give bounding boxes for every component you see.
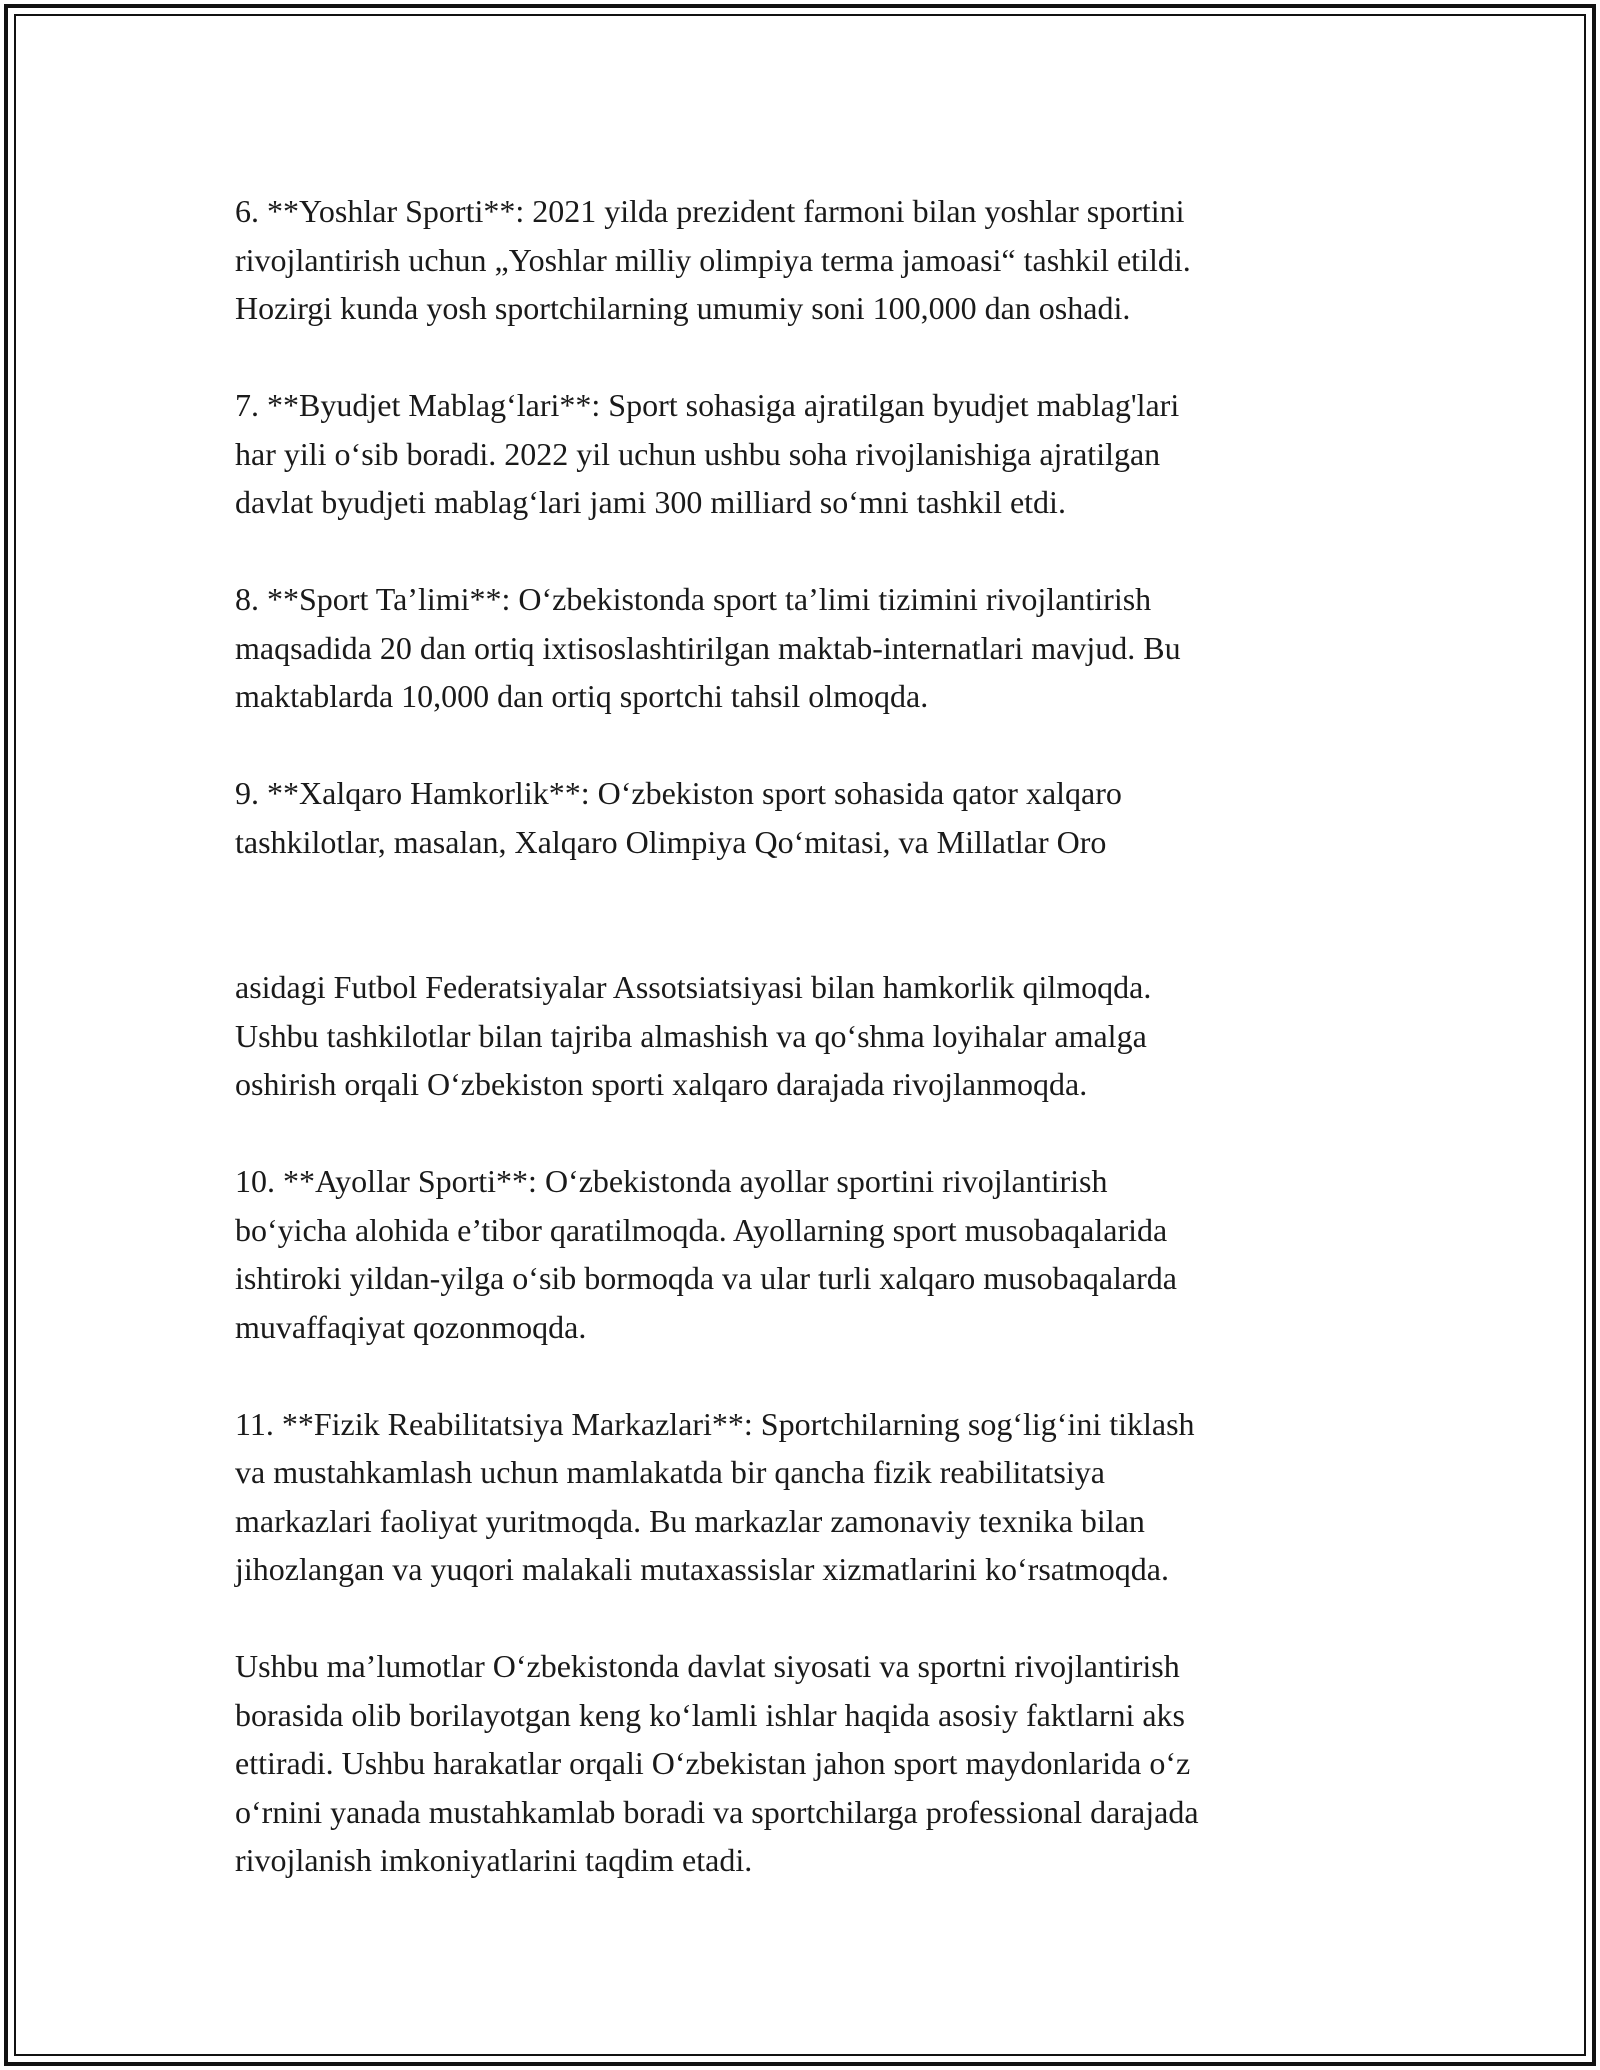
text-line: 7. **Byudjet Mablag‘lari**: Sport sohasiga ajratilgan byudjet mablag'lari xyxy=(235,387,1180,423)
text-line: o‘rnini yanada mustahkamlab boradi va sportchilarga professional darajada xyxy=(235,1793,1199,1830)
text-line: ishtiroki yildan-yilga o‘sib bormoqda va ular turli xalqaro musobaqalarda xyxy=(235,1260,1177,1296)
text-line: Hozirgi kunda yosh sportchilarning umumiy soni 100,000 dan oshadi. xyxy=(235,290,1131,326)
text-line: maqsadida 20 dan ortiq ixtisoslashtirilgan maktab-internatlari mavjud. Bu xyxy=(235,629,1181,666)
text-line: tashkilotlar, masalan, Xalqaro Olimpiya Qo‘mitasi, va Millatlar Oro xyxy=(235,823,1107,860)
paragraph-spacer xyxy=(235,1594,1385,1643)
text-line: maktablarda 10,000 dan ortiq sportchi tahsil olmoqda. xyxy=(235,678,929,714)
paragraph-sport-talimi xyxy=(235,575,1385,721)
text-line: bo‘yicha alohida e’tibor qaratilmoqda. Ayollarning sport musobaqalarida xyxy=(235,1211,1168,1248)
paragraph-spacer xyxy=(235,1109,1385,1158)
text-line: markazlari faoliyat yuritmoqda. Bu markazlar zamonaviy texnika bilan xyxy=(235,1502,1145,1539)
text-line: rivojlanish imkoniyatlarini taqdim etadi. xyxy=(235,1842,753,1878)
paragraph-yoshlar-sporti xyxy=(235,187,1385,333)
text-line: har yili o‘sib boradi. 2022 yil uchun ushbu soha rivojlanishiga ajratilgan xyxy=(235,435,1161,472)
text-line: muvaffaqiyat qozonmoqda. xyxy=(235,1308,587,1345)
text-line: Ushbu tashkilotlar bilan tajriba almashish va qo‘shma loyihalar amalga xyxy=(235,1017,1147,1054)
text-line: Ushbu ma’lumotlar O‘zbekistonda davlat siyosati va sportni rivojlantirish xyxy=(235,1648,1180,1684)
paragraph-xalqaro-hamkorlik-continued xyxy=(235,963,1385,1109)
paragraph-xalqaro-hamkorlik xyxy=(235,769,1385,866)
paragraph-fizik-reabilitatsiya xyxy=(235,1400,1385,1594)
text-line: jihozlangan va yuqori malakali mutaxassislar xizmatlarini ko‘rsatmoqda. xyxy=(235,1551,1169,1587)
text-line: asidagi Futbol Federatsiyalar Assotsiatsiyasi bilan hamkorlik qilmoqda. xyxy=(235,969,1152,1005)
text-line: 11. **Fizik Reabilitatsiya Markazlari**: Sportchilarning sog‘lig‘ini tiklash xyxy=(235,1405,1195,1442)
text-line: 8. **Sport Ta’limi**: O‘zbekistonda sport ta’limi tizimini rivojlantirish xyxy=(235,581,1152,617)
paragraph-byudjet xyxy=(235,381,1385,527)
paragraph-spacer xyxy=(235,721,1385,770)
document-body xyxy=(235,187,1385,1885)
text-line: oshirish orqali O‘zbekiston sporti xalqaro darajada rivojlanmoqda. xyxy=(235,1066,1088,1102)
paragraph-spacer xyxy=(235,866,1385,963)
text-line: ettiradi. Ushbu harakatlar orqali O‘zbekistan jahon sport maydonlarida o‘z xyxy=(235,1745,1191,1781)
paragraph-ayollar-sporti xyxy=(235,1157,1385,1351)
paragraph-spacer xyxy=(235,333,1385,382)
text-line: rivojlantirish uchun „Yoshlar milliy olimpiya terma jamoasi“ tashkil etildi. xyxy=(235,241,1191,278)
text-line: 9. **Xalqaro Hamkorlik**: O‘zbekiston sport sohasida qator xalqaro xyxy=(235,775,1122,811)
text-line: 6. **Yoshlar Sporti**: 2021 yilda prezident farmoni bilan yoshlar sportini xyxy=(235,193,1185,229)
paragraph-conclusion xyxy=(235,1642,1385,1885)
text-line: 10. **Ayollar Sporti**: O‘zbekistonda ayollar sportini rivojlantirish xyxy=(235,1163,1108,1199)
paragraph-spacer xyxy=(235,1351,1385,1400)
text-line: va mustahkamlash uchun mamlakatda bir qancha fizik reabilitatsiya xyxy=(235,1454,1105,1490)
paragraph-spacer xyxy=(235,527,1385,576)
text-line: davlat byudjeti mablag‘lari jami 300 milliard so‘mni tashkil etdi. xyxy=(235,484,1066,520)
text-line: borasida olib borilayotgan keng ko‘lamli ishlar haqida asosiy faktlarni aks xyxy=(235,1696,1185,1733)
